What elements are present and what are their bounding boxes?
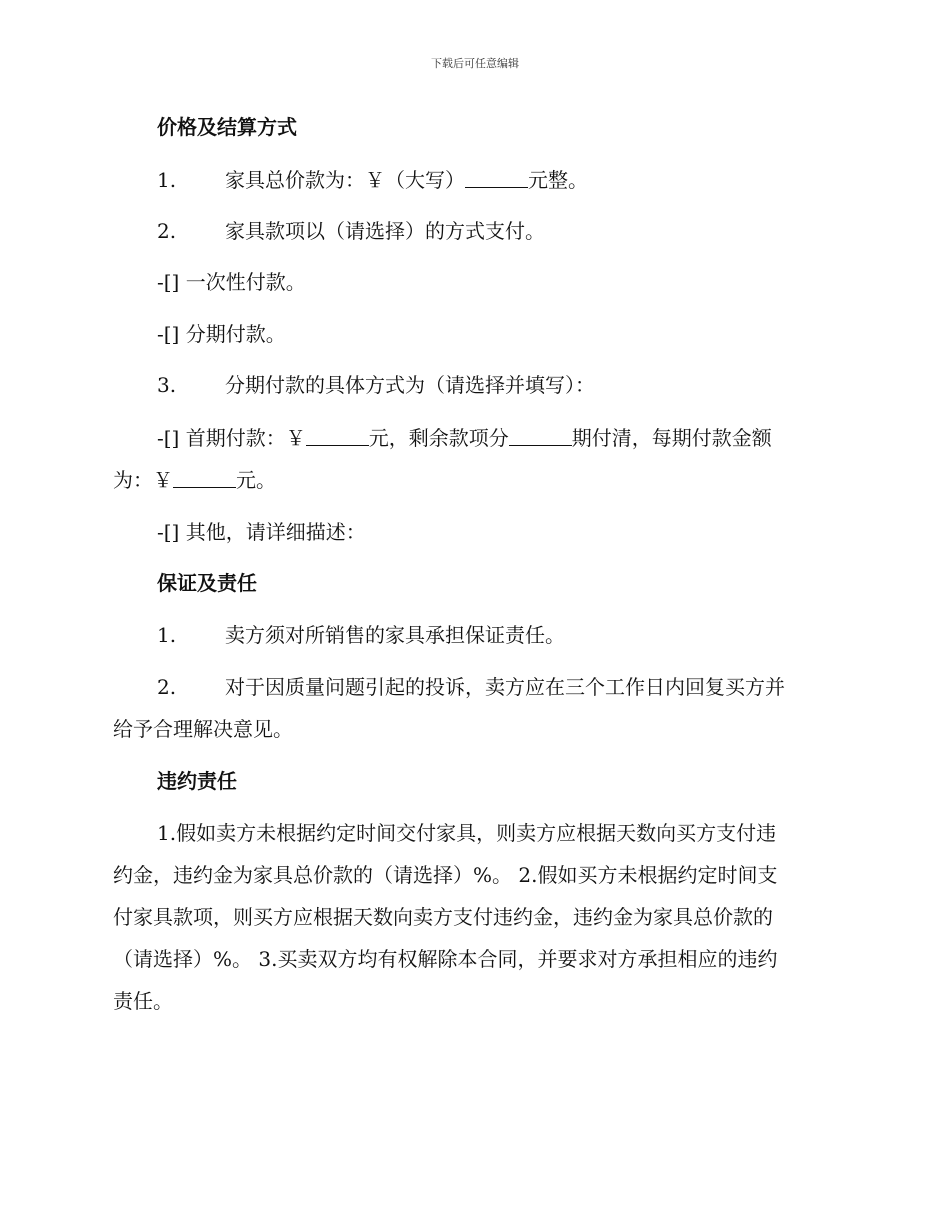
installment-detail-line-2	[113, 466, 276, 494]
installment-detail-line-1	[157, 424, 772, 452]
text-segment: 期付清，每期付款金额	[571, 426, 772, 450]
fill-blank	[306, 425, 369, 446]
payment-option-lump-sum: -[] 一次性付款。	[157, 270, 306, 294]
pricing-item-3	[157, 371, 595, 399]
text-segment: -[] 首期付款：￥	[157, 426, 306, 450]
text-segment: 元，剩余款项分	[368, 426, 509, 450]
item-number: 2.	[157, 219, 177, 243]
breach-paragraph-line: 1.假如卖方未根据约定时间交付家具，则卖方应根据天数向买方支付违	[157, 821, 777, 845]
item-text: 元整。	[528, 168, 588, 192]
breach-paragraph-line: 责任。	[113, 989, 173, 1013]
item-text: 家具款项以（请选择）的方式支付。	[225, 219, 545, 243]
section-heading-warranty: 保证及责任	[157, 571, 257, 595]
item-number: 1.	[157, 623, 177, 647]
warranty-item-1	[157, 621, 565, 649]
section-heading-breach: 违约责任	[157, 769, 237, 793]
warranty-item-2-line-2: 给予合理解决意见。	[113, 717, 293, 741]
text-segment: 为：￥	[113, 468, 173, 492]
section-heading-pricing: 价格及结算方式	[157, 115, 297, 139]
breach-paragraph-line: 约金，违约金为家具总价款的（请选择）%。 2.假如买方未根据约定时间支	[113, 863, 778, 887]
payment-option-other: -[] 其他，请详细描述：	[157, 520, 366, 544]
item-text: 分期付款的具体方式为（请选择并填写）：	[225, 373, 595, 397]
item-number: 2.	[157, 675, 177, 699]
breach-paragraph-line: （请选择）%。 3.买卖双方均有权解除本合同，并要求对方承担相应的违约	[113, 947, 778, 971]
fill-blank	[509, 425, 572, 446]
page-header: 下载后可任意编辑	[431, 57, 519, 70]
item-text: 家具总价款为：￥（大写）	[225, 168, 465, 192]
item-text: 卖方须对所销售的家具承担保证责任。	[225, 623, 565, 647]
item-text: 对于因质量问题引起的投诉，卖方应在三个工作日内回复买方并	[225, 675, 785, 699]
warranty-item-2-line-1	[157, 673, 785, 701]
pricing-item-2	[157, 217, 545, 245]
fill-blank	[465, 167, 528, 188]
text-segment: 元。	[236, 468, 276, 492]
item-number: 1.	[157, 168, 177, 192]
payment-option-installment: -[] 分期付款。	[157, 322, 286, 346]
pricing-item-1	[157, 166, 588, 194]
item-number: 3.	[157, 373, 177, 397]
breach-paragraph-line: 付家具款项，则买方应根据天数向卖方支付违约金，违约金为家具总价款的	[113, 905, 773, 929]
fill-blank	[173, 467, 236, 488]
